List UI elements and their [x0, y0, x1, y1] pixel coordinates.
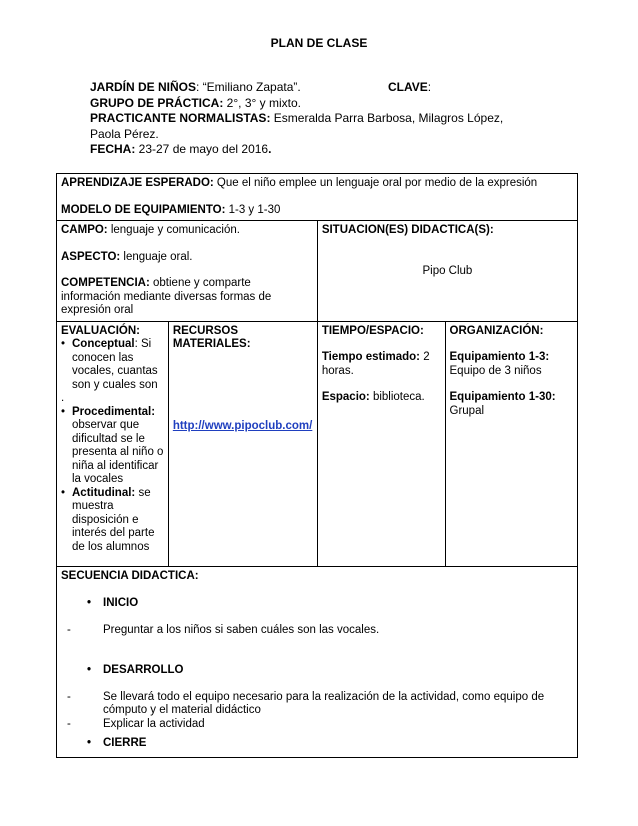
cierre-heading: • CIERRE: [61, 737, 573, 751]
espacio-label: Espacio:: [321, 391, 370, 403]
actitudinal-label: Actitudinal:: [72, 486, 136, 499]
tiempo-cell: [317, 321, 445, 566]
evaluacion-cell: [57, 321, 169, 566]
plan-table: [56, 173, 578, 758]
evaluacion-list: [61, 338, 164, 554]
aprendizaje-value: Que el niño emplee un lenguaje oral por medio de la expresión: [213, 177, 538, 189]
aspecto-value: lenguaje oral.: [120, 250, 193, 263]
plan-header: [90, 80, 530, 158]
organizacion-label: ORGANIZACIÓN:: [449, 324, 544, 337]
fecha-line: [90, 142, 530, 158]
evaluacion-item-procedimental: [61, 406, 164, 487]
conceptual-period: .: [61, 392, 65, 404]
jardin-label: JARDÍN DE NIÑOS: [90, 80, 197, 94]
competencia-value: obtiene y comparte información mediante diversas formas de expresión oral: [61, 277, 272, 316]
eq1-label: Equipamiento 1-3:: [449, 351, 550, 363]
clave-field: [388, 80, 431, 96]
situacion-value: Pipo Club: [422, 264, 473, 277]
desarrollo-item: - Explicar la actividad: [61, 718, 573, 732]
estimado-label: Tiempo estimado:: [321, 351, 421, 363]
campo-row: [57, 221, 578, 322]
conceptual-text: : Si conocen las vocales, cuantas son y cuales son: [72, 338, 158, 391]
procedimental-text: observar que dificultad se le presenta al niño o niña al identificar la vocales: [72, 419, 164, 485]
clave-label: CLAVE: [388, 80, 428, 94]
clave-value: :: [427, 80, 432, 94]
evaluacion-item-actitudinal: [61, 487, 164, 555]
fecha-value: 23-27 de mayo del 2016: [135, 142, 269, 156]
practicante-label: PRACTICANTE NORMALISTAS:: [90, 111, 271, 125]
modelo-label: MODELO DE EQUIPAMIENTO:: [61, 203, 226, 216]
evaluacion-item-conceptual: [61, 338, 164, 406]
fecha-period: .: [268, 142, 272, 156]
aprendizaje-row: [57, 174, 578, 221]
competencia-label: COMPETENCIA:: [61, 277, 150, 289]
pipoclub-link[interactable]: http://www.pipoclub.com/: [172, 419, 313, 432]
campo-value: lenguaje y comunicación.: [107, 224, 240, 236]
aprendizaje-label: APRENDIZAJE ESPERADO:: [61, 177, 214, 189]
document-title: PLAN DE CLASE: [270, 36, 368, 50]
desarrollo-item: - Se llevará todo el equipo necesario para la realización de la actividad, como equipo de cómputo y el material didáctico: [61, 691, 573, 718]
espacio-value: biblioteca.: [369, 391, 425, 403]
practicante-line: [90, 111, 530, 142]
campo-label: CAMPO:: [61, 224, 108, 236]
procedimental-label: Procedimental:: [72, 405, 156, 418]
recursos-label: RECURSOS MATERIALES:: [172, 324, 251, 350]
modelo-value: 1-3 y 1-30: [225, 203, 281, 216]
tiempo-label: TIEMPO/ESPACIO:: [321, 324, 424, 337]
grupo-value: 2°, 3° y mixto.: [223, 95, 301, 110]
inicio-heading: • INICIO: [61, 597, 573, 611]
inicio-item: - Preguntar a los niños si saben cuáles son las vocales.: [61, 624, 573, 638]
organizacion-cell: [445, 321, 578, 566]
aprendizaje-cell: [57, 174, 578, 221]
eq2-value: Grupal: [449, 404, 485, 417]
jardin-line: [90, 80, 530, 96]
grupo-label: GRUPO DE PRÁCTICA:: [90, 95, 224, 110]
recursos-cell: [168, 321, 317, 566]
desarrollo-heading: • DESARROLLO: [61, 664, 573, 678]
secuencia-row: [57, 566, 578, 757]
conceptual-label: Conceptual: [72, 338, 135, 350]
evaluacion-label: EVALUACIÓN:: [61, 324, 141, 337]
situacion-cell: [317, 221, 577, 322]
actitudinal-text: se muestra disposición e interés del parte de los alumnos: [72, 486, 155, 553]
eq1-value: Equipo de 3 niños: [449, 364, 542, 377]
aspecto-label: ASPECTO:: [61, 250, 121, 263]
estimado-value: 2 horas.: [321, 351, 430, 377]
grupo-line: [90, 96, 530, 112]
secuencia-cell: [57, 566, 578, 757]
evaluacion-row: [57, 321, 578, 566]
practicante-value: Esmeralda Parra Barbosa, Milagros López, Paola Pérez.: [90, 111, 504, 141]
situacion-label: SITUACION(ES) DIDACTICA(S):: [321, 224, 494, 236]
campo-cell: [57, 221, 318, 322]
jardin-value: : “Emiliano Zapata”.: [196, 80, 301, 94]
secuencia-label: SECUENCIA DIDACTICA:: [61, 569, 199, 582]
fecha-label: FECHA:: [90, 142, 136, 156]
eq2-label: Equipamiento 1-30:: [449, 391, 556, 403]
